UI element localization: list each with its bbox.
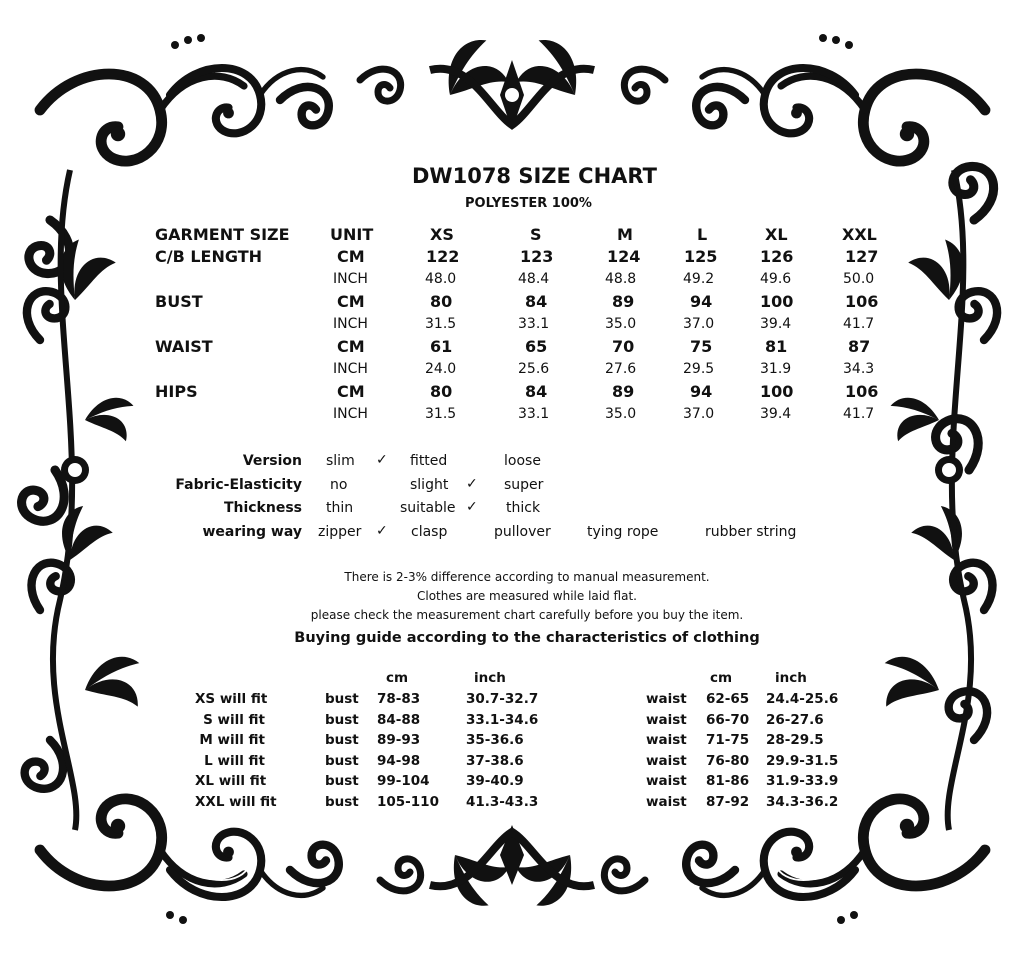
table-cell: 33.1 — [518, 316, 550, 332]
guide-cell-waist-cm: 81-86 — [706, 773, 750, 789]
guide-cell-fit: XXL will fit — [195, 793, 277, 810]
guide-cell-waist-inch: 34.3-36.2 — [766, 793, 839, 810]
table-cell: 50.0 — [843, 271, 875, 287]
table-cell: 35.0 — [605, 406, 637, 422]
col-header-s: S — [530, 225, 542, 244]
guide-header-cm: cm — [386, 670, 409, 686]
table-cell: 87 — [848, 337, 871, 356]
table-cell: 65 — [525, 337, 548, 356]
guide-cell-waist-label: waist — [646, 732, 687, 748]
table-cell: 100 — [760, 292, 794, 311]
check-mark-icon: ✓ — [466, 499, 478, 515]
guide-cell-fit: L will fit — [204, 752, 265, 769]
table-cell: 41.7 — [843, 406, 875, 422]
material-subtitle: POLYESTER 100% — [465, 196, 592, 211]
guide-cell-bust-cm: 105-110 — [377, 793, 439, 810]
row-label-bust: BUST — [155, 292, 203, 311]
col-header-garment-size: GARMENT SIZE — [155, 225, 290, 244]
guide-cell-waist-label: waist — [646, 793, 687, 810]
note-line: There is 2-3% difference according to manual measurement. — [344, 570, 710, 584]
guide-cell-waist-cm: 62-65 — [706, 691, 750, 707]
attr-option: slim — [326, 453, 355, 469]
guide-header-inch: inch — [775, 670, 807, 686]
unit-cm: CM — [337, 292, 365, 311]
guide-cell-waist-inch: 26-27.6 — [766, 711, 824, 728]
table-cell: 100 — [760, 382, 794, 401]
table-cell: 31.5 — [425, 316, 457, 332]
attr-option: super — [504, 477, 544, 493]
table-cell: 94 — [690, 292, 713, 311]
unit-cm: CM — [337, 337, 365, 356]
guide-cell-waist-label: waist — [646, 752, 687, 769]
table-cell: 125 — [684, 247, 718, 266]
guide-cell-bust-inch: 41.3-43.3 — [466, 793, 539, 810]
guide-cell-bust-inch: 33.1-34.6 — [466, 711, 539, 728]
row-label-hips: HIPS — [155, 382, 198, 401]
table-cell: 84 — [525, 292, 548, 311]
guide-cell-bust-inch: 37-38.6 — [466, 752, 524, 769]
attr-option: slight — [410, 477, 449, 493]
attr-label-fabric-elasticity: Fabric-Elasticity — [175, 477, 302, 493]
guide-cell-waist-label: waist — [646, 711, 687, 728]
guide-cell-bust-label: bust — [325, 732, 359, 748]
attr-option: loose — [504, 453, 541, 469]
guide-cell-fit: M will fit — [199, 732, 265, 748]
page-title: DW1078 SIZE CHART — [412, 164, 657, 188]
table-cell: 48.8 — [605, 271, 637, 287]
table-cell: 24.0 — [425, 361, 457, 377]
check-mark-icon: ✓ — [376, 452, 388, 468]
table-cell: 94 — [690, 382, 713, 401]
col-header-xxl: XXL — [842, 225, 877, 244]
table-cell: 39.4 — [760, 316, 792, 332]
unit-cm: CM — [337, 382, 365, 401]
table-cell: 39.4 — [760, 406, 792, 422]
table-cell: 48.0 — [425, 271, 457, 287]
guide-cell-bust-cm: 89-93 — [377, 732, 421, 748]
attr-option: tying rope — [587, 524, 659, 540]
check-mark-icon: ✓ — [376, 523, 388, 539]
guide-header-inch: inch — [474, 670, 506, 686]
col-header-xl: XL — [765, 225, 788, 244]
table-cell: 81 — [765, 337, 788, 356]
attr-option: fitted — [410, 453, 448, 469]
table-cell: 41.7 — [843, 316, 875, 332]
guide-cell-bust-inch: 30.7-32.7 — [466, 691, 539, 707]
attr-option: rubber string — [705, 524, 797, 540]
attr-option: zipper — [318, 524, 362, 540]
attr-label-version: Version — [242, 453, 302, 469]
table-cell: 49.2 — [683, 271, 715, 287]
attr-label-thickness: Thickness — [223, 500, 302, 516]
unit-inch: INCH — [333, 361, 368, 377]
guide-cell-waist-label: waist — [646, 691, 687, 707]
guide-cell-waist-cm: 71-75 — [706, 732, 750, 748]
buying-guide-title: Buying guide according to the characteristics of clothing — [294, 630, 760, 646]
guide-cell-waist-inch: 31.9-33.9 — [766, 773, 839, 789]
guide-cell-bust-label: bust — [325, 773, 359, 789]
table-cell: 106 — [845, 292, 879, 311]
table-cell: 31.9 — [760, 361, 792, 377]
guide-cell-waist-inch: 28-29.5 — [766, 732, 824, 748]
guide-header-cm: cm — [710, 670, 733, 686]
guide-cell-fit: XS will fit — [195, 691, 268, 707]
table-cell: 37.0 — [683, 316, 715, 332]
row-label-waist: WAIST — [155, 337, 213, 356]
table-cell: 80 — [430, 292, 453, 311]
unit-inch: INCH — [333, 406, 368, 422]
guide-cell-waist-cm: 76-80 — [706, 752, 750, 769]
guide-cell-waist-inch: 24.4-25.6 — [766, 691, 839, 707]
guide-cell-bust-label: bust — [325, 691, 359, 707]
table-cell: 61 — [430, 337, 453, 356]
table-cell: 89 — [612, 382, 635, 401]
table-cell: 31.5 — [425, 406, 457, 422]
table-cell: 122 — [426, 247, 460, 266]
guide-cell-bust-cm: 78-83 — [377, 691, 421, 707]
col-header-unit: UNIT — [330, 225, 374, 244]
note-line: Clothes are measured while laid flat. — [417, 589, 637, 603]
guide-cell-fit: XL will fit — [195, 773, 267, 789]
attr-option: thin — [326, 500, 354, 516]
col-header-l: L — [697, 225, 708, 244]
note-line: please check the measurement chart carefully before you buy the item. — [310, 608, 744, 622]
guide-cell-bust-cm: 84-88 — [377, 711, 421, 728]
guide-cell-waist-cm: 87-92 — [706, 793, 750, 810]
guide-cell-waist-label: waist — [646, 773, 687, 789]
table-cell: 70 — [612, 337, 635, 356]
guide-cell-fit: S will fit — [203, 711, 265, 728]
guide-cell-bust-label: bust — [325, 793, 359, 810]
table-cell: 49.6 — [760, 271, 792, 287]
table-cell: 27.6 — [605, 361, 637, 377]
guide-cell-bust-cm: 94-98 — [377, 752, 421, 769]
table-cell: 123 — [520, 247, 554, 266]
row-label-cb-length: C/B LENGTH — [155, 247, 263, 266]
table-cell: 126 — [760, 247, 794, 266]
table-cell: 75 — [690, 337, 713, 356]
table-cell: 89 — [612, 292, 635, 311]
table-cell: 37.0 — [683, 406, 715, 422]
guide-cell-bust-inch: 35-36.6 — [466, 732, 524, 748]
attr-option: no — [330, 477, 348, 493]
unit-inch: INCH — [333, 316, 368, 332]
table-cell: 84 — [525, 382, 548, 401]
table-cell: 25.6 — [518, 361, 550, 377]
table-cell: 48.4 — [518, 271, 550, 287]
attr-option: thick — [506, 500, 541, 516]
table-cell: 80 — [430, 382, 453, 401]
attr-option: suitable — [400, 500, 456, 516]
guide-cell-bust-inch: 39-40.9 — [466, 773, 524, 789]
attr-option: pullover — [494, 524, 551, 540]
guide-cell-bust-label: bust — [325, 711, 359, 728]
guide-cell-waist-inch: 29.9-31.5 — [766, 752, 839, 769]
guide-cell-waist-cm: 66-70 — [706, 711, 750, 728]
table-cell: 35.0 — [605, 316, 637, 332]
guide-cell-bust-cm: 99-104 — [377, 773, 430, 789]
guide-cell-bust-label: bust — [325, 752, 359, 769]
table-cell: 29.5 — [683, 361, 715, 377]
col-header-m: M — [617, 225, 633, 244]
table-cell: 33.1 — [518, 406, 550, 422]
table-cell: 124 — [607, 247, 641, 266]
col-header-xs: XS — [430, 225, 454, 244]
table-cell: 106 — [845, 382, 879, 401]
unit-cm: CM — [337, 247, 365, 266]
unit-inch: INCH — [333, 271, 368, 287]
attr-label-wearing-way: wearing way — [202, 524, 302, 540]
table-cell: 34.3 — [843, 361, 875, 377]
check-mark-icon: ✓ — [466, 476, 478, 492]
attr-option: clasp — [411, 524, 448, 540]
table-cell: 127 — [845, 247, 879, 266]
